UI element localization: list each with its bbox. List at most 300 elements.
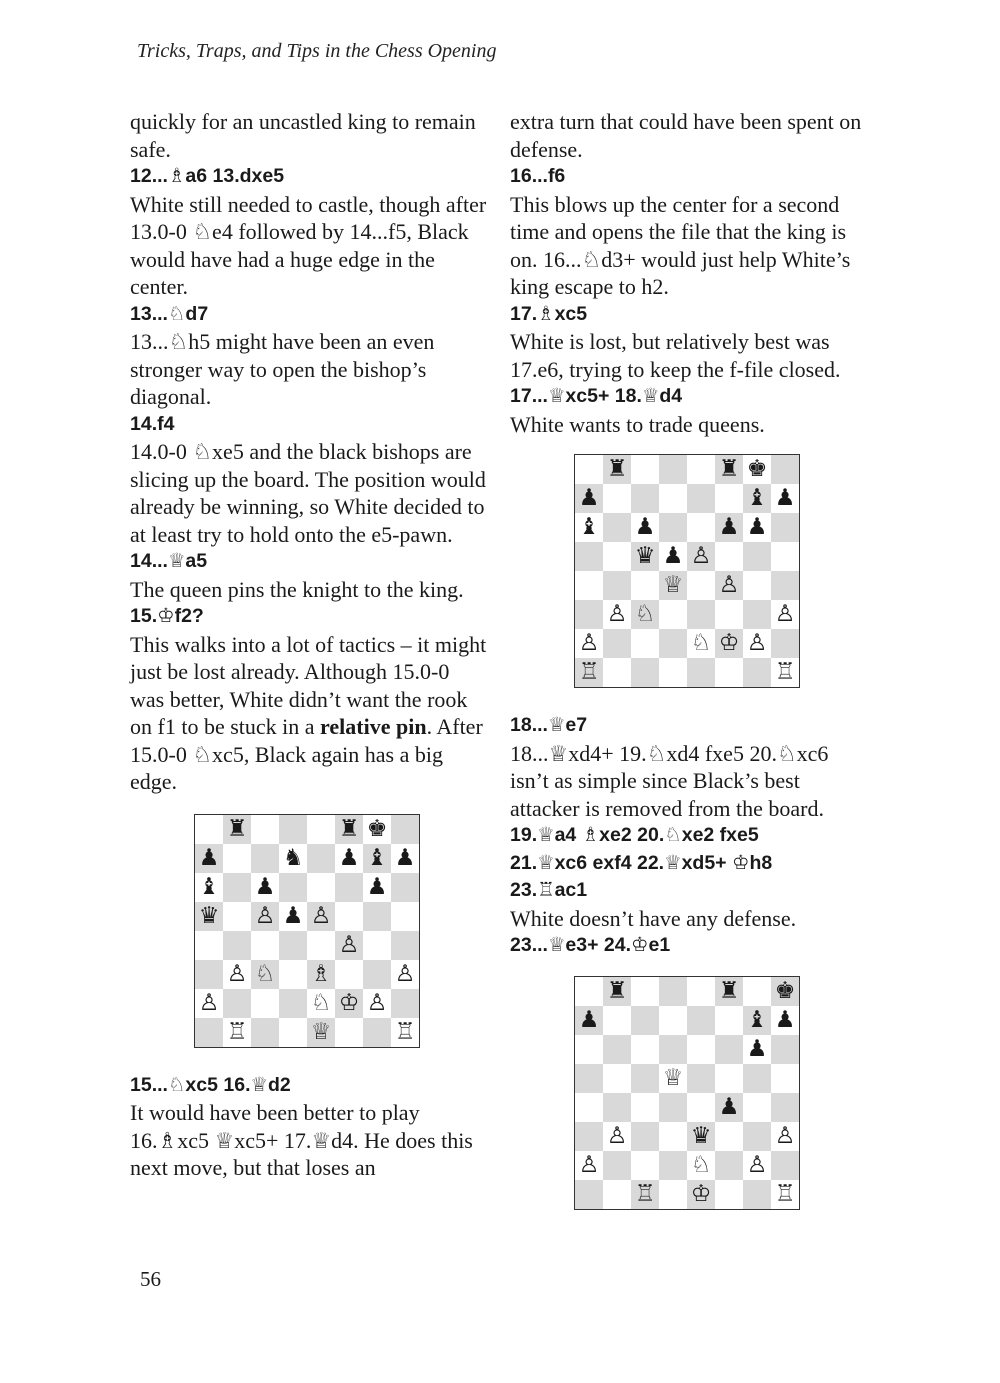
board-square [771,1064,799,1093]
board-square [771,1093,799,1122]
board-square [575,629,603,658]
move-heading: 15...♘xc5 16.♕d2 [130,1073,291,1096]
board-square [631,542,659,571]
black-rook-icon: ♜ [718,977,740,1004]
board-square [603,484,631,513]
black-pawn-icon: ♟ [662,543,684,569]
white-queen-icon: ♕ [662,1064,684,1091]
board-square [659,600,687,629]
board-square [603,658,631,687]
board-square [603,1122,631,1151]
black-pawn-icon: ♟ [718,1093,740,1120]
board-square [687,1064,715,1093]
black-rook-icon: ♜ [226,815,248,842]
board-square [743,1006,771,1035]
board-square [631,658,659,687]
board-square [391,931,419,960]
board-square [743,1180,771,1209]
body-text: 13...♘h5 might have been an even stronger way to open the bishop’s diagonal. [130,329,435,409]
board-square [743,658,771,687]
board-square [363,844,391,873]
board-square [335,844,363,873]
board-square [715,1035,743,1064]
body-text: 18...♕xd4+ 19.♘xd4 fxe5 20.♘xc6 isn’t as simple since Black’s best attacker is removed from the board. [510,740,829,821]
board-square [771,513,799,542]
board-square [251,815,279,844]
board-square [279,815,307,844]
chess-board [574,454,800,688]
board-square [631,1093,659,1122]
black-pawn-icon: ♟ [198,844,220,871]
white-pawn-icon: ♙ [718,572,740,598]
board-square [575,484,603,513]
body-text: It would have been better to play 16.♗xc5 ♕xc5+ 17.♕d4. He does this next move, but that loses an [130,1100,473,1180]
white-pawn-icon: ♙ [198,989,220,1016]
board-square [743,977,771,1006]
board-square [391,989,419,1018]
body-text-part: This walks into a lot of tactics – it might just be lost already. Although 15.0-0 was better, White didn’t want the rook on f1 to be stuck in a [130,631,487,739]
board-square [251,902,279,931]
board-square [195,844,223,873]
board-square [251,989,279,1018]
black-bishop-icon: ♝ [366,844,388,871]
board-square [659,542,687,571]
board-square [223,989,251,1018]
board-square [335,873,363,902]
board-square [771,1122,799,1151]
white-pawn-icon: ♙ [746,1151,768,1178]
board-square [631,513,659,542]
board-square [251,844,279,873]
black-pawn-icon: ♟ [366,873,388,900]
board-square [715,513,743,542]
board-square [659,1064,687,1093]
black-king-icon: ♚ [774,977,796,1004]
board-square [715,542,743,571]
board-square [687,542,715,571]
board-square [575,977,603,1006]
running-head: Tricks, Traps, and Tips in the Chess Opening [137,40,497,62]
board-square [771,484,799,513]
white-knight-icon: ♘ [310,989,332,1016]
body-text: extra turn that could have been spent on defense. [510,109,862,162]
move-heading: 23...♕e3+ 24.♔e1 [510,934,671,956]
board-square [279,1018,307,1047]
board-square [603,1064,631,1093]
board-square [603,1093,631,1122]
white-queen-icon: ♕ [310,1018,332,1045]
board-square [223,1018,251,1047]
board-square [335,931,363,960]
board-square [575,571,603,600]
black-pawn-icon: ♟ [578,1006,600,1033]
black-pawn-icon: ♟ [254,873,276,900]
board-square [307,960,335,989]
board-square [575,455,603,484]
board-square [771,977,799,1006]
board-square [279,960,307,989]
board-square [659,484,687,513]
board-square [307,931,335,960]
black-pawn-icon: ♟ [282,902,304,929]
white-rook-icon: ♖ [774,659,796,685]
white-pawn-icon: ♙ [226,960,248,987]
page-number: 56 [140,1267,161,1291]
board-square [603,1180,631,1209]
right-column [510,108,868,1210]
board-square [307,815,335,844]
black-queen-icon: ♛ [198,902,220,929]
white-queen-icon: ♕ [662,572,684,598]
board-square [687,1180,715,1209]
move-heading: 23.♖ac1 [510,879,588,901]
board-square [659,1093,687,1122]
white-king-icon: ♔ [690,1180,712,1207]
move-heading: 14.f4 [130,412,175,435]
board-square [251,873,279,902]
white-knight-icon: ♘ [634,601,656,627]
white-pawn-icon: ♙ [774,601,796,627]
board-square [687,1122,715,1151]
board-square [659,1035,687,1064]
board-square [631,484,659,513]
board-square [715,455,743,484]
board-square [715,1151,743,1180]
board-square [335,989,363,1018]
board-square [771,1006,799,1035]
body-text: White wants to trade queens. [510,411,765,437]
board-square [223,873,251,902]
board-square [771,571,799,600]
black-bishop-icon: ♝ [746,485,768,511]
board-square [391,1018,419,1047]
board-square [603,1151,631,1180]
body-text-part: . After 15.0-0 ♘xc5, Black again has a big edge. [130,714,483,794]
board-square [575,1035,603,1064]
board-square [575,1180,603,1209]
board-square [631,1180,659,1209]
body-text [130,631,488,796]
board-square [687,1006,715,1035]
board-square [715,658,743,687]
board-square [631,571,659,600]
white-pawn-icon: ♙ [366,989,388,1016]
board-square [715,1122,743,1151]
board-square [603,542,631,571]
board-square [279,873,307,902]
black-pawn-icon: ♟ [718,514,740,540]
board-square [659,1151,687,1180]
board-square [743,1064,771,1093]
board-square [631,1064,659,1093]
white-knight-icon: ♘ [254,960,276,987]
black-bishop-icon: ♝ [746,1006,768,1033]
board-square [603,513,631,542]
board-square [631,1151,659,1180]
board-square [575,513,603,542]
body-text: White doesn’t have any defense. [510,905,797,931]
left-column [130,108,488,1182]
black-pawn-icon: ♟ [746,1035,768,1062]
board-square [743,1035,771,1064]
white-pawn-icon: ♙ [746,630,768,656]
board-square [575,1093,603,1122]
board-square [223,815,251,844]
board-square [603,1006,631,1035]
board-square [743,1151,771,1180]
board-square [195,960,223,989]
white-pawn-icon: ♙ [310,902,332,929]
board-square [603,629,631,658]
board-square [743,629,771,658]
board-square [363,960,391,989]
white-pawn-icon: ♙ [578,1151,600,1178]
board-square [715,571,743,600]
move-heading: 17.♗xc5 [510,302,588,325]
body-text: 14.0-0 ♘xe5 and the black bishops are slicing up the board. The position would already be winning, so White decided to at least try to hold onto the e5-pawn. [130,439,486,547]
board-square [603,571,631,600]
chess-board [194,814,420,1048]
board-square [631,977,659,1006]
board-square [575,658,603,687]
board-square [687,1151,715,1180]
board-square [307,902,335,931]
black-knight-icon: ♞ [282,844,304,871]
white-pawn-icon: ♙ [578,630,600,656]
board-square [335,902,363,931]
board-square [715,600,743,629]
board-square [771,658,799,687]
board-square [687,455,715,484]
board-square [363,815,391,844]
white-rook-icon: ♖ [634,1180,656,1207]
board-square [195,873,223,902]
white-pawn-icon: ♙ [690,543,712,569]
white-bishop-icon: ♗ [310,960,332,987]
chess-diagram-3 [574,976,868,1210]
board-square [307,989,335,1018]
board-square [659,658,687,687]
board-square [195,1018,223,1047]
black-pawn-icon: ♟ [774,1006,796,1033]
board-square [307,873,335,902]
black-pawn-icon: ♟ [338,844,360,871]
black-rook-icon: ♜ [606,456,628,482]
board-square [743,542,771,571]
white-pawn-icon: ♙ [394,960,416,987]
board-square [279,844,307,873]
board-square [659,977,687,1006]
board-square [223,844,251,873]
board-square [279,902,307,931]
board-square [195,931,223,960]
board-square [195,902,223,931]
board-square [279,989,307,1018]
board-square [279,931,307,960]
board-square [659,1180,687,1209]
board-square [771,1035,799,1064]
board-square [223,931,251,960]
black-king-icon: ♚ [746,456,768,482]
board-square [743,1093,771,1122]
board-square [771,600,799,629]
board-square [659,513,687,542]
board-square [251,960,279,989]
board-square [687,658,715,687]
white-knight-icon: ♘ [690,1151,712,1178]
board-square [743,484,771,513]
white-pawn-icon: ♙ [254,902,276,929]
board-square [391,960,419,989]
board-square [631,1035,659,1064]
black-rook-icon: ♜ [718,456,740,482]
board-square [195,815,223,844]
board-square [687,1093,715,1122]
white-pawn-icon: ♙ [606,601,628,627]
white-rook-icon: ♖ [226,1018,248,1045]
board-square [251,1018,279,1047]
black-pawn-icon: ♟ [634,514,656,540]
board-square [223,902,251,931]
board-square [771,629,799,658]
board-square [743,455,771,484]
board-square [631,600,659,629]
body-text: The queen pins the knight to the king. [130,576,464,602]
board-square [391,844,419,873]
black-bishop-icon: ♝ [198,873,220,900]
body-text: White is lost, but relatively best was 17.e6, trying to keep the f-file closed. [510,329,841,382]
board-square [575,1006,603,1035]
board-square [687,629,715,658]
black-queen-icon: ♛ [634,543,656,569]
board-square [687,977,715,1006]
white-pawn-icon: ♙ [338,931,360,958]
white-king-icon: ♔ [338,989,360,1016]
move-heading: 16...f6 [510,165,566,187]
board-square [659,455,687,484]
white-rook-icon: ♖ [394,1018,416,1045]
board-square [659,1006,687,1035]
move-heading: 15.♔f2? [130,605,204,627]
black-king-icon: ♚ [366,815,388,842]
board-square [687,1035,715,1064]
board-square [743,1122,771,1151]
board-square [715,1180,743,1209]
board-square [631,629,659,658]
white-king-icon: ♔ [718,630,740,656]
board-square [771,455,799,484]
board-square [575,1122,603,1151]
board-square [631,1006,659,1035]
body-text: quickly for an uncastled king to remain safe. [130,109,476,162]
board-square [363,931,391,960]
board-square [391,815,419,844]
board-square [659,1122,687,1151]
board-square [363,873,391,902]
move-heading: 13...♘d7 [130,302,209,325]
move-heading: 18...♕e7 [510,714,588,736]
board-square [687,513,715,542]
board-square [363,1018,391,1047]
board-square [307,844,335,873]
board-square [603,455,631,484]
board-square [363,989,391,1018]
board-square [195,989,223,1018]
white-knight-icon: ♘ [690,630,712,656]
move-heading: 21.♕xc6 exf4 22.♕xd5+ ♔h8 [510,851,773,874]
board-square [575,542,603,571]
board-square [575,1151,603,1180]
board-square [391,873,419,902]
white-pawn-icon: ♙ [774,1122,796,1149]
board-square [363,902,391,931]
board-square [575,1064,603,1093]
board-square [631,1122,659,1151]
black-rook-icon: ♜ [606,977,628,1004]
board-square [631,455,659,484]
black-bishop-icon: ♝ [578,514,600,540]
board-square [335,960,363,989]
black-queen-icon: ♛ [690,1122,712,1149]
chess-diagram-1 [194,814,488,1048]
white-rook-icon: ♖ [774,1180,796,1207]
body-text: White still needed to castle, though after 13.0-0 ♘e4 followed by 14...f5, Black would have had a huge edge in the center. [130,191,487,299]
board-square [743,513,771,542]
board-square [743,600,771,629]
board-square [575,600,603,629]
board-square [659,629,687,658]
black-pawn-icon: ♟ [774,485,796,511]
board-square [603,977,631,1006]
board-square [603,1035,631,1064]
move-heading: 19.♕a4 ♗xe2 20.♘xe2 fxe5 [510,824,759,846]
board-square [251,931,279,960]
board-square [307,1018,335,1047]
white-rook-icon: ♖ [578,659,600,685]
move-heading: 17...♕xc5+ 18.♕d4 [510,385,683,407]
board-square [715,1064,743,1093]
white-pawn-icon: ♙ [606,1122,628,1149]
black-pawn-icon: ♟ [578,485,600,511]
board-square [335,1018,363,1047]
board-square [715,484,743,513]
black-pawn-icon: ♟ [394,844,416,871]
board-square [603,600,631,629]
black-pawn-icon: ♟ [746,514,768,540]
chess-diagram-2 [574,454,868,688]
board-square [687,571,715,600]
board-square [715,977,743,1006]
board-square [391,902,419,931]
move-heading: 14...♕a5 [130,550,208,572]
board-square [771,1180,799,1209]
board-square [335,815,363,844]
board-square [687,600,715,629]
term-relative-pin: relative pin [320,714,427,739]
board-square [223,960,251,989]
board-square [715,1093,743,1122]
board-square [687,484,715,513]
board-square [743,571,771,600]
body-text: This blows up the center for a second time and opens the file that the king is on. 16...♘d3+ would just help White’s king escape to h2. [510,191,851,299]
black-rook-icon: ♜ [338,815,360,842]
board-square [715,629,743,658]
board-square [659,571,687,600]
board-square [715,1006,743,1035]
board-square [771,542,799,571]
move-heading: 12...♗a6 13.dxe5 [130,165,285,187]
chess-board [574,976,800,1210]
